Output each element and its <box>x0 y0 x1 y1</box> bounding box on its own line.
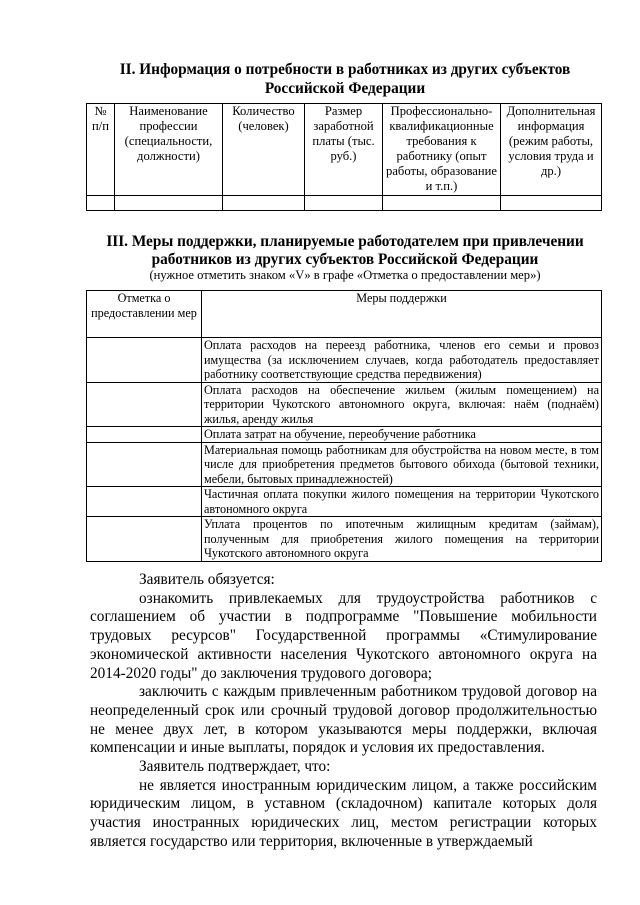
table-row <box>87 196 602 211</box>
workers-need-table <box>86 103 602 211</box>
table-cell <box>87 196 115 211</box>
measure-relocation: Оплата расходов на переезд работника, членов его семьи и провоз имущества (за исключением случаев, когда работодатель предоставляет работнику соответствующие средства передвижения) <box>202 338 602 383</box>
paragraph-obligations-intro: Заявитель обязуется: <box>139 571 275 588</box>
table-cell <box>115 196 223 211</box>
column-header-number: № п/п <box>87 104 115 196</box>
column-header-salary: Размер заработной платы (тыс. руб.) <box>305 104 383 196</box>
paragraph-confirmations-intro: Заявитель подтверждает, что: <box>139 758 331 776</box>
table-row <box>87 442 602 487</box>
paragraph-confirmation-foreign: не является иностранным юридическим лицом, а также российским юридическим лицом, в уставном (складочном) капитале которых доля участия иностранных юридических лиц, местом регистрации которых является государство или территория, включенные в утверждаемый <box>90 776 597 850</box>
body-text <box>90 571 597 852</box>
paragraph-obligation-contract: заключить с каждым привлеченным работником трудовой договор на неопределенный срок или срочный трудовой договор продолжительностью не менее двух лет, в котором указываются меры поддержки, включая компенсации и иные выплаты, порядок и условия их предоставления. <box>90 683 597 757</box>
column-header-measures: Меры поддержки <box>202 291 602 338</box>
column-header-quantity: Количество (человек) <box>223 104 305 196</box>
section-2-title-line-1: II. Информация о потребности в работниках из других субъектов <box>119 61 571 78</box>
table-row <box>87 382 602 427</box>
measure-training: Оплата затрат на обучение, переобучение работника <box>202 427 602 443</box>
mark-cell[interactable] <box>87 338 202 383</box>
table-cell <box>383 196 501 211</box>
section-3-title-line-2: работников из других субъектов Российской Федерации <box>151 251 539 268</box>
section-2-title-line-2: Российской Федерации <box>264 80 426 97</box>
section-2-title <box>86 60 604 98</box>
table-cell <box>501 196 602 211</box>
mark-cell[interactable] <box>87 487 202 517</box>
mark-cell[interactable] <box>87 517 202 562</box>
measure-home-purchase: Частичная оплата покупки жилого помещения на территории Чукотского автономного округа <box>202 487 602 517</box>
section-3-title-line-1: III. Меры поддержки, планируемые работодателем при привлечении <box>106 233 584 250</box>
mark-cell[interactable] <box>87 382 202 427</box>
mark-cell[interactable] <box>87 442 202 487</box>
column-header-additional-info: Дополнительная информация (режим работы, условия труда и др.) <box>501 104 602 196</box>
table-row <box>87 517 602 562</box>
column-header-mark: Отметка о предоставлении мер <box>87 291 202 338</box>
paragraph-obligation-familiarize: ознакомить привлекаемых для трудоустройства работников с соглашением об участии в подпрограмме "Повышение мобильности трудовых ресурсов" Государственной программы «Стимулирование экономической активности населения Чукотского автономного округа на 2014-2020 годы" до заключения трудового договора; <box>90 589 597 682</box>
column-header-requirements: Профессионально-квалификационные требования к работнику (опыт работы, образование и т.п.) <box>383 104 501 196</box>
table-cell <box>305 196 383 211</box>
table-cell <box>223 196 305 211</box>
measure-material-aid: Материальная помощь работникам для обустройства на новом месте, в том числе для приобретения предметов бытового обихода (бытовой техники, мебели, бытовых принадлежностей) <box>202 442 602 487</box>
section-3-note: (нужное отметить знаком «V» в графе «Отметка о предоставлении мер») <box>149 268 541 282</box>
support-measures-table <box>86 290 602 562</box>
measure-housing: Оплата расходов на обеспечение жильем (жилым помещением) на территории Чукотского автономного округа, включая: наём (поднаём) жилья, аренду жилья <box>202 382 602 427</box>
section-3-title <box>86 233 604 269</box>
measure-mortgage-interest: Уплата процентов по ипотечным жилищным кредитам (займам), полученным для приобретения жилого помещения на территории Чукотского автономного округа <box>202 517 602 562</box>
mark-cell[interactable] <box>87 427 202 443</box>
table-row <box>87 427 602 443</box>
table-row <box>87 487 602 517</box>
table-row <box>87 338 602 383</box>
table-header-row <box>87 104 602 196</box>
column-header-profession: Наименование профессии (специальности, должности) <box>115 104 223 196</box>
table-header-row <box>87 291 602 338</box>
